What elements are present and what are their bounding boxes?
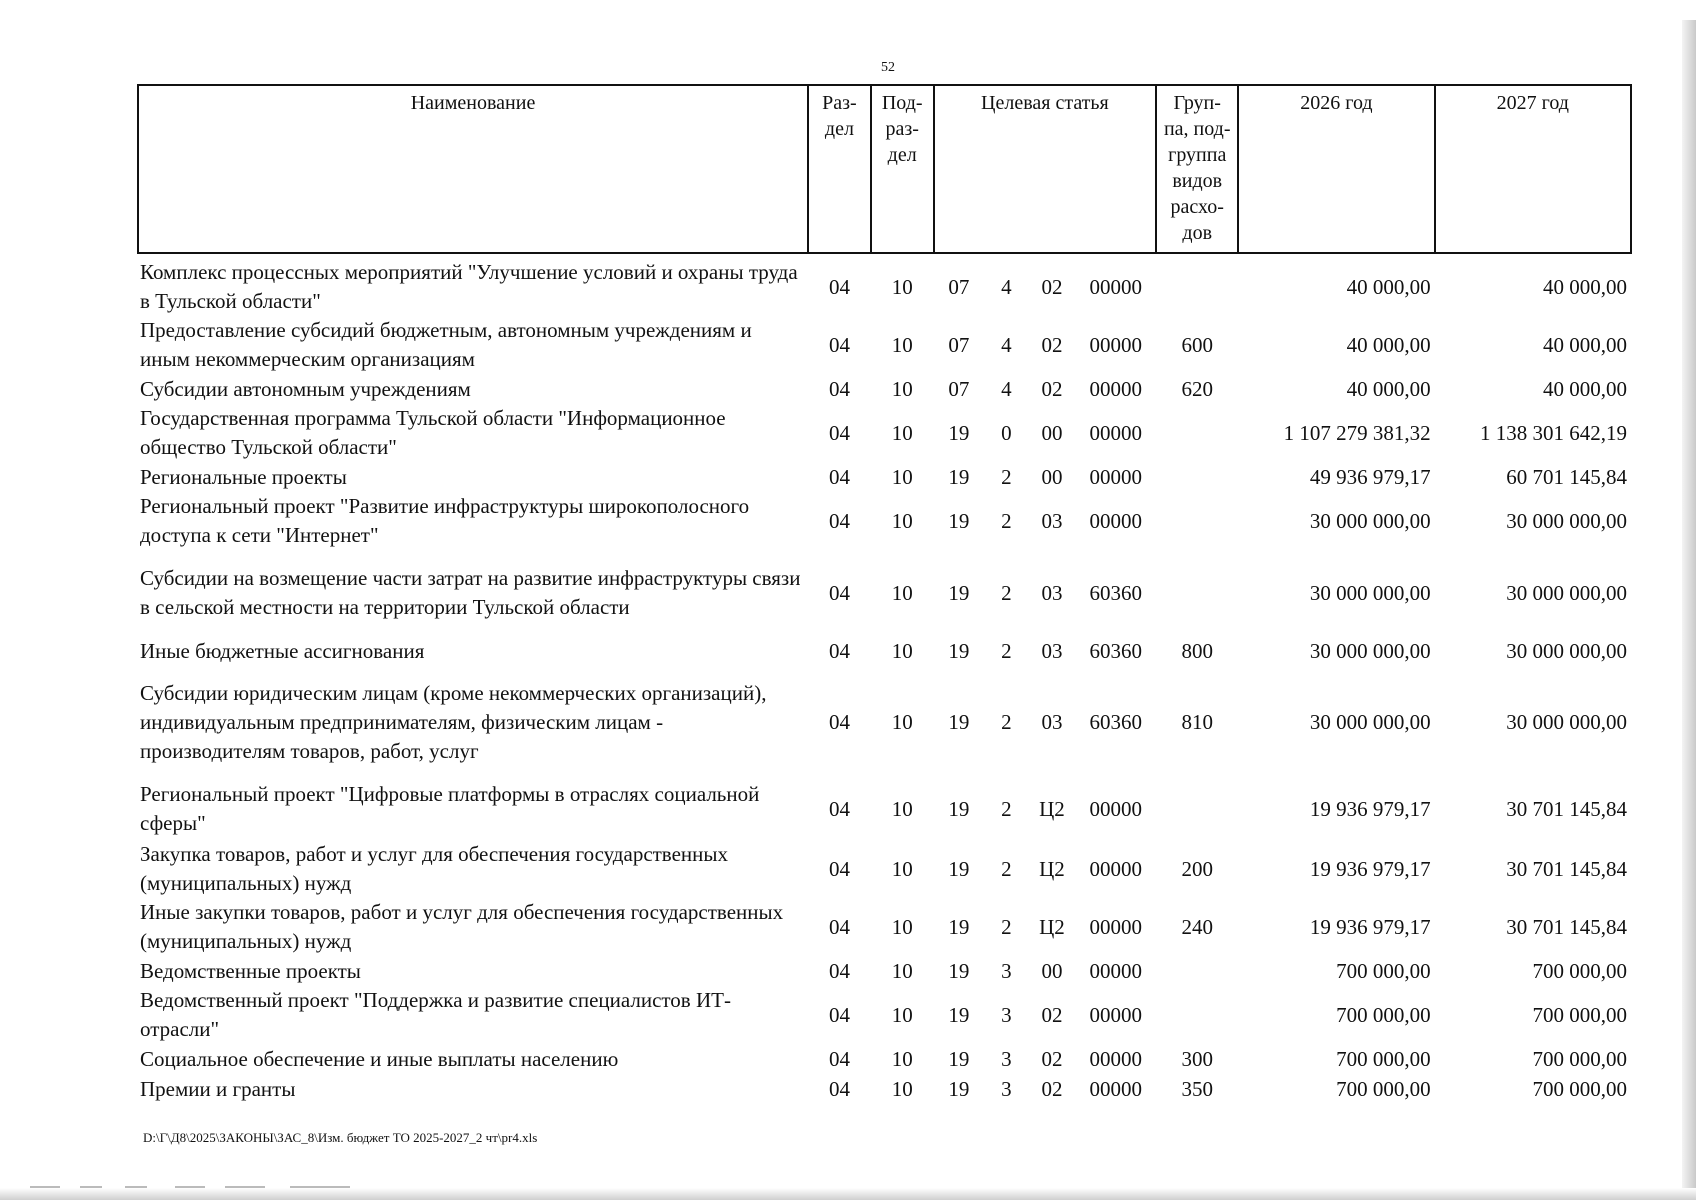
cell-t2: 2 [1001,638,1012,663]
cell-name: Предоставление субсидий бюджетным, автономным учреждениям и иным некоммерческим организациям [140,318,752,371]
cell-v2027: 30 000 000,00 [1506,638,1627,663]
cell-t2: 2 [1001,580,1012,605]
cell-rz: 04 [828,274,850,299]
cell-v2027: 40 000,00 [1543,332,1627,357]
header-group: Груп- па, под- группа видов расхо- дов [1156,85,1238,253]
cell-pr: 10 [891,958,913,983]
cell-v2026: 19 936 979,17 [1309,914,1431,939]
cell-t2: 4 [1001,376,1012,401]
cell-t3: 03 [1041,638,1063,663]
cell-pr: 10 [891,508,913,533]
cell-t4: 00000 [1089,420,1142,445]
cell-pr: 10 [891,580,913,605]
cell-t3: 03 [1041,580,1063,605]
cell-rz: 04 [828,638,850,663]
cell-name: Региональный проект "Развитие инфраструктуры широкополосного доступа к сети "Интернет" [140,494,750,547]
cell-t4: 00000 [1089,914,1142,939]
cell-t4: 00000 [1089,796,1142,821]
cell-pr: 10 [891,420,913,445]
cell-t4: 60360 [1089,580,1142,605]
cell-rz: 04 [828,1046,850,1071]
table-row [138,956,1631,986]
cell-t4: 00000 [1089,508,1142,533]
header-name: Наименование [138,85,808,253]
cell-t4: 00000 [1089,376,1142,401]
table-row [138,898,1631,956]
cell-v2027: 30 701 145,84 [1506,796,1627,821]
cell-t3: 02 [1041,1046,1063,1071]
cell-v2027: 1 138 301 642,19 [1480,420,1627,445]
cell-v2026: 49 936 979,17 [1309,464,1431,489]
cell-v2026: 700 000,00 [1336,1076,1431,1101]
cell-rz: 04 [828,1002,850,1027]
cell-t2: 2 [1001,796,1012,821]
table-row [138,374,1631,404]
file-path-footer: D:\Г\Д8\2025\ЗАКОНЫ\ЗАС_8\Изм. бюджет ТО 2025-2027_2 чт\pr4.xls [143,1130,538,1145]
cell-gr: 800 [1181,638,1213,663]
cell-name: Ведомственный проект "Поддержка и развитие специалистов ИТ-отрасли" [140,988,731,1041]
cell-t4: 60360 [1089,638,1142,663]
cell-t3: 02 [1041,332,1063,357]
cell-name: Субсидии на возмещение части затрат на развитие инфраструктуры связи в сельской местности на территории Тульской области [140,566,801,619]
cell-name: Закупка товаров, работ и услуг для обеспечения государственных (муниципальных) нужд [140,842,729,895]
cell-gr: 200 [1181,856,1213,881]
cell-v2026: 700 000,00 [1336,1002,1431,1027]
cell-t2: 4 [1001,332,1012,357]
cell-gr [1156,404,1238,462]
cell-gr: 810 [1181,709,1213,734]
cell-rz: 04 [828,464,850,489]
cell-t2: 3 [1001,1046,1012,1071]
cell-t1: 19 [948,1002,970,1027]
cell-rz: 04 [828,508,850,533]
cell-pr: 10 [891,376,913,401]
cell-t2: 2 [1001,709,1012,734]
cell-t3: Ц2 [1039,856,1065,881]
cell-pr: 10 [891,1002,913,1027]
scan-edge-right [1682,20,1696,1200]
cell-v2026: 19 936 979,17 [1309,796,1431,821]
table-row [138,253,1631,316]
cell-t1: 19 [948,709,970,734]
cell-v2026: 19 936 979,17 [1309,856,1431,881]
cell-name: Иные бюджетные ассигнования [140,638,425,663]
cell-v2027: 40 000,00 [1543,376,1627,401]
cell-t3: 02 [1041,376,1063,401]
cell-rz: 04 [828,914,850,939]
cell-t1: 19 [948,1076,970,1101]
cell-t4: 00000 [1089,958,1142,983]
cell-name: Региональный проект "Цифровые платформы в отраслях социальной сферы" [140,782,760,835]
cell-t3: 03 [1041,508,1063,533]
cell-t3: 00 [1041,420,1063,445]
cell-t1: 19 [948,796,970,821]
cell-gr [1156,253,1238,316]
cell-v2026: 30 000 000,00 [1309,580,1431,605]
cell-t3: 00 [1041,958,1063,983]
cell-v2027: 700 000,00 [1532,1002,1627,1027]
table-row [138,1044,1631,1074]
cell-pr: 10 [891,464,913,489]
cell-rz: 04 [828,856,850,881]
cell-v2027: 30 701 145,84 [1506,914,1627,939]
cell-t1: 19 [948,508,970,533]
cell-t2: 0 [1001,420,1012,445]
cell-pr: 10 [891,1076,913,1101]
page-number: 52 [881,60,895,75]
table-row [138,462,1631,492]
cell-v2026: 30 000 000,00 [1309,508,1431,533]
cell-t3: 02 [1041,1076,1063,1101]
cell-v2027: 40 000,00 [1543,274,1627,299]
cell-t3: 02 [1041,1002,1063,1027]
cell-pr: 10 [891,914,913,939]
cell-pr: 10 [891,856,913,881]
cell-t3: Ц2 [1039,796,1065,821]
cell-t1: 19 [948,638,970,663]
cell-name: Региональные проекты [140,464,347,489]
cell-gr [1156,778,1238,840]
cell-v2026: 40 000,00 [1346,274,1431,299]
table-row [138,550,1631,636]
cell-name: Премии и гранты [140,1076,296,1101]
cell-v2026: 700 000,00 [1336,1046,1431,1071]
cell-gr [1156,986,1238,1044]
cell-t1: 19 [948,580,970,605]
header-target: Целевая статья [934,85,1157,253]
header-razdel: Раз- дел [808,85,871,253]
cell-rz: 04 [828,332,850,357]
cell-pr: 10 [891,638,913,663]
cell-name: Иные закупки товаров, работ и услуг для обеспечения государственных (муниципальных) нужд [140,900,784,953]
cell-t3: 02 [1041,274,1063,299]
budget-table [137,84,1632,1104]
cell-t2: 2 [1001,508,1012,533]
cell-gr: 300 [1181,1046,1213,1071]
scan-edge-bottom [0,1188,1696,1200]
cell-t4: 00000 [1089,1076,1142,1101]
cell-gr: 240 [1181,914,1213,939]
cell-t3: 00 [1041,464,1063,489]
table-row [138,840,1631,898]
cell-name: Комплекс процессных мероприятий "Улучшение условий и охраны труда в Тульской области" [140,260,798,313]
budget-table-container [137,84,1632,1104]
cell-pr: 10 [891,709,913,734]
cell-v2026: 40 000,00 [1346,332,1431,357]
table-row [138,316,1631,374]
cell-t2: 2 [1001,856,1012,881]
cell-gr [1156,550,1238,636]
cell-gr [1156,956,1238,986]
cell-gr: 600 [1181,332,1213,357]
cell-t2: 3 [1001,958,1012,983]
cell-rz: 04 [828,796,850,821]
cell-t4: 00000 [1089,856,1142,881]
cell-t1: 07 [948,332,970,357]
cell-t4: 00000 [1089,1046,1142,1071]
table-row [138,1074,1631,1104]
cell-rz: 04 [828,1076,850,1101]
cell-v2026: 700 000,00 [1336,958,1431,983]
cell-name: Социальное обеспечение и иные выплаты населению [140,1046,619,1071]
table-row [138,404,1631,462]
cell-t1: 07 [948,376,970,401]
cell-rz: 04 [828,709,850,734]
cell-v2027: 30 000 000,00 [1506,709,1627,734]
cell-t2: 3 [1001,1076,1012,1101]
cell-pr: 10 [891,1046,913,1071]
cell-t1: 19 [948,958,970,983]
cell-t1: 19 [948,464,970,489]
cell-t3: Ц2 [1039,914,1065,939]
cell-t2: 2 [1001,914,1012,939]
cell-t4: 00000 [1089,464,1142,489]
cell-t4: 00000 [1089,274,1142,299]
cell-t3: 03 [1041,709,1063,734]
header-2027: 2027 год [1435,85,1631,253]
cell-rz: 04 [828,958,850,983]
cell-t1: 19 [948,420,970,445]
cell-t2: 2 [1001,464,1012,489]
cell-t1: 19 [948,856,970,881]
table-row [138,492,1631,550]
cell-gr: 620 [1181,376,1213,401]
cell-name: Субсидии автономным учреждениям [140,376,471,401]
cell-t2: 3 [1001,1002,1012,1027]
cell-v2026: 40 000,00 [1346,376,1431,401]
cell-t2: 4 [1001,274,1012,299]
cell-v2026: 30 000 000,00 [1309,638,1431,663]
cell-rz: 04 [828,580,850,605]
cell-v2027: 700 000,00 [1532,1046,1627,1071]
cell-gr: 350 [1181,1076,1213,1101]
cell-name: Ведомственные проекты [140,958,361,983]
cell-v2026: 1 107 279 381,32 [1283,420,1431,445]
cell-v2027: 30 000 000,00 [1506,508,1627,533]
table-row [138,666,1631,778]
cell-pr: 10 [891,332,913,357]
cell-v2027: 700 000,00 [1532,1076,1627,1101]
table-row [138,986,1631,1044]
cell-v2027: 60 701 145,84 [1506,464,1627,489]
cell-pr: 10 [891,796,913,821]
table-header-row [138,85,1631,253]
cell-v2027: 30 000 000,00 [1506,580,1627,605]
cell-t1: 19 [948,1046,970,1071]
cell-v2027: 30 701 145,84 [1506,856,1627,881]
table-row [138,778,1631,840]
cell-pr: 10 [891,274,913,299]
cell-name: Субсидии юридическим лицам (кроме некоммерческих организаций), индивидуальным предпринимателям, физическим лицам - производителям товаров, работ, услуг [140,680,767,763]
table-row [138,636,1631,666]
cell-rz: 04 [828,376,850,401]
cell-v2026: 30 000 000,00 [1309,709,1431,734]
cell-t1: 19 [948,914,970,939]
cell-name: Государственная программа Тульской области "Информационное общество Тульской области" [140,406,726,459]
header-2026: 2026 год [1238,85,1434,253]
cell-t4: 00000 [1089,332,1142,357]
cell-v2027: 700 000,00 [1532,958,1627,983]
cell-rz: 04 [828,420,850,445]
header-podrazdel: Под- раз- дел [871,85,934,253]
cell-t4: 60360 [1089,709,1142,734]
cell-t1: 07 [948,274,970,299]
cell-t4: 00000 [1089,1002,1142,1027]
cell-gr [1156,462,1238,492]
cell-gr [1156,492,1238,550]
